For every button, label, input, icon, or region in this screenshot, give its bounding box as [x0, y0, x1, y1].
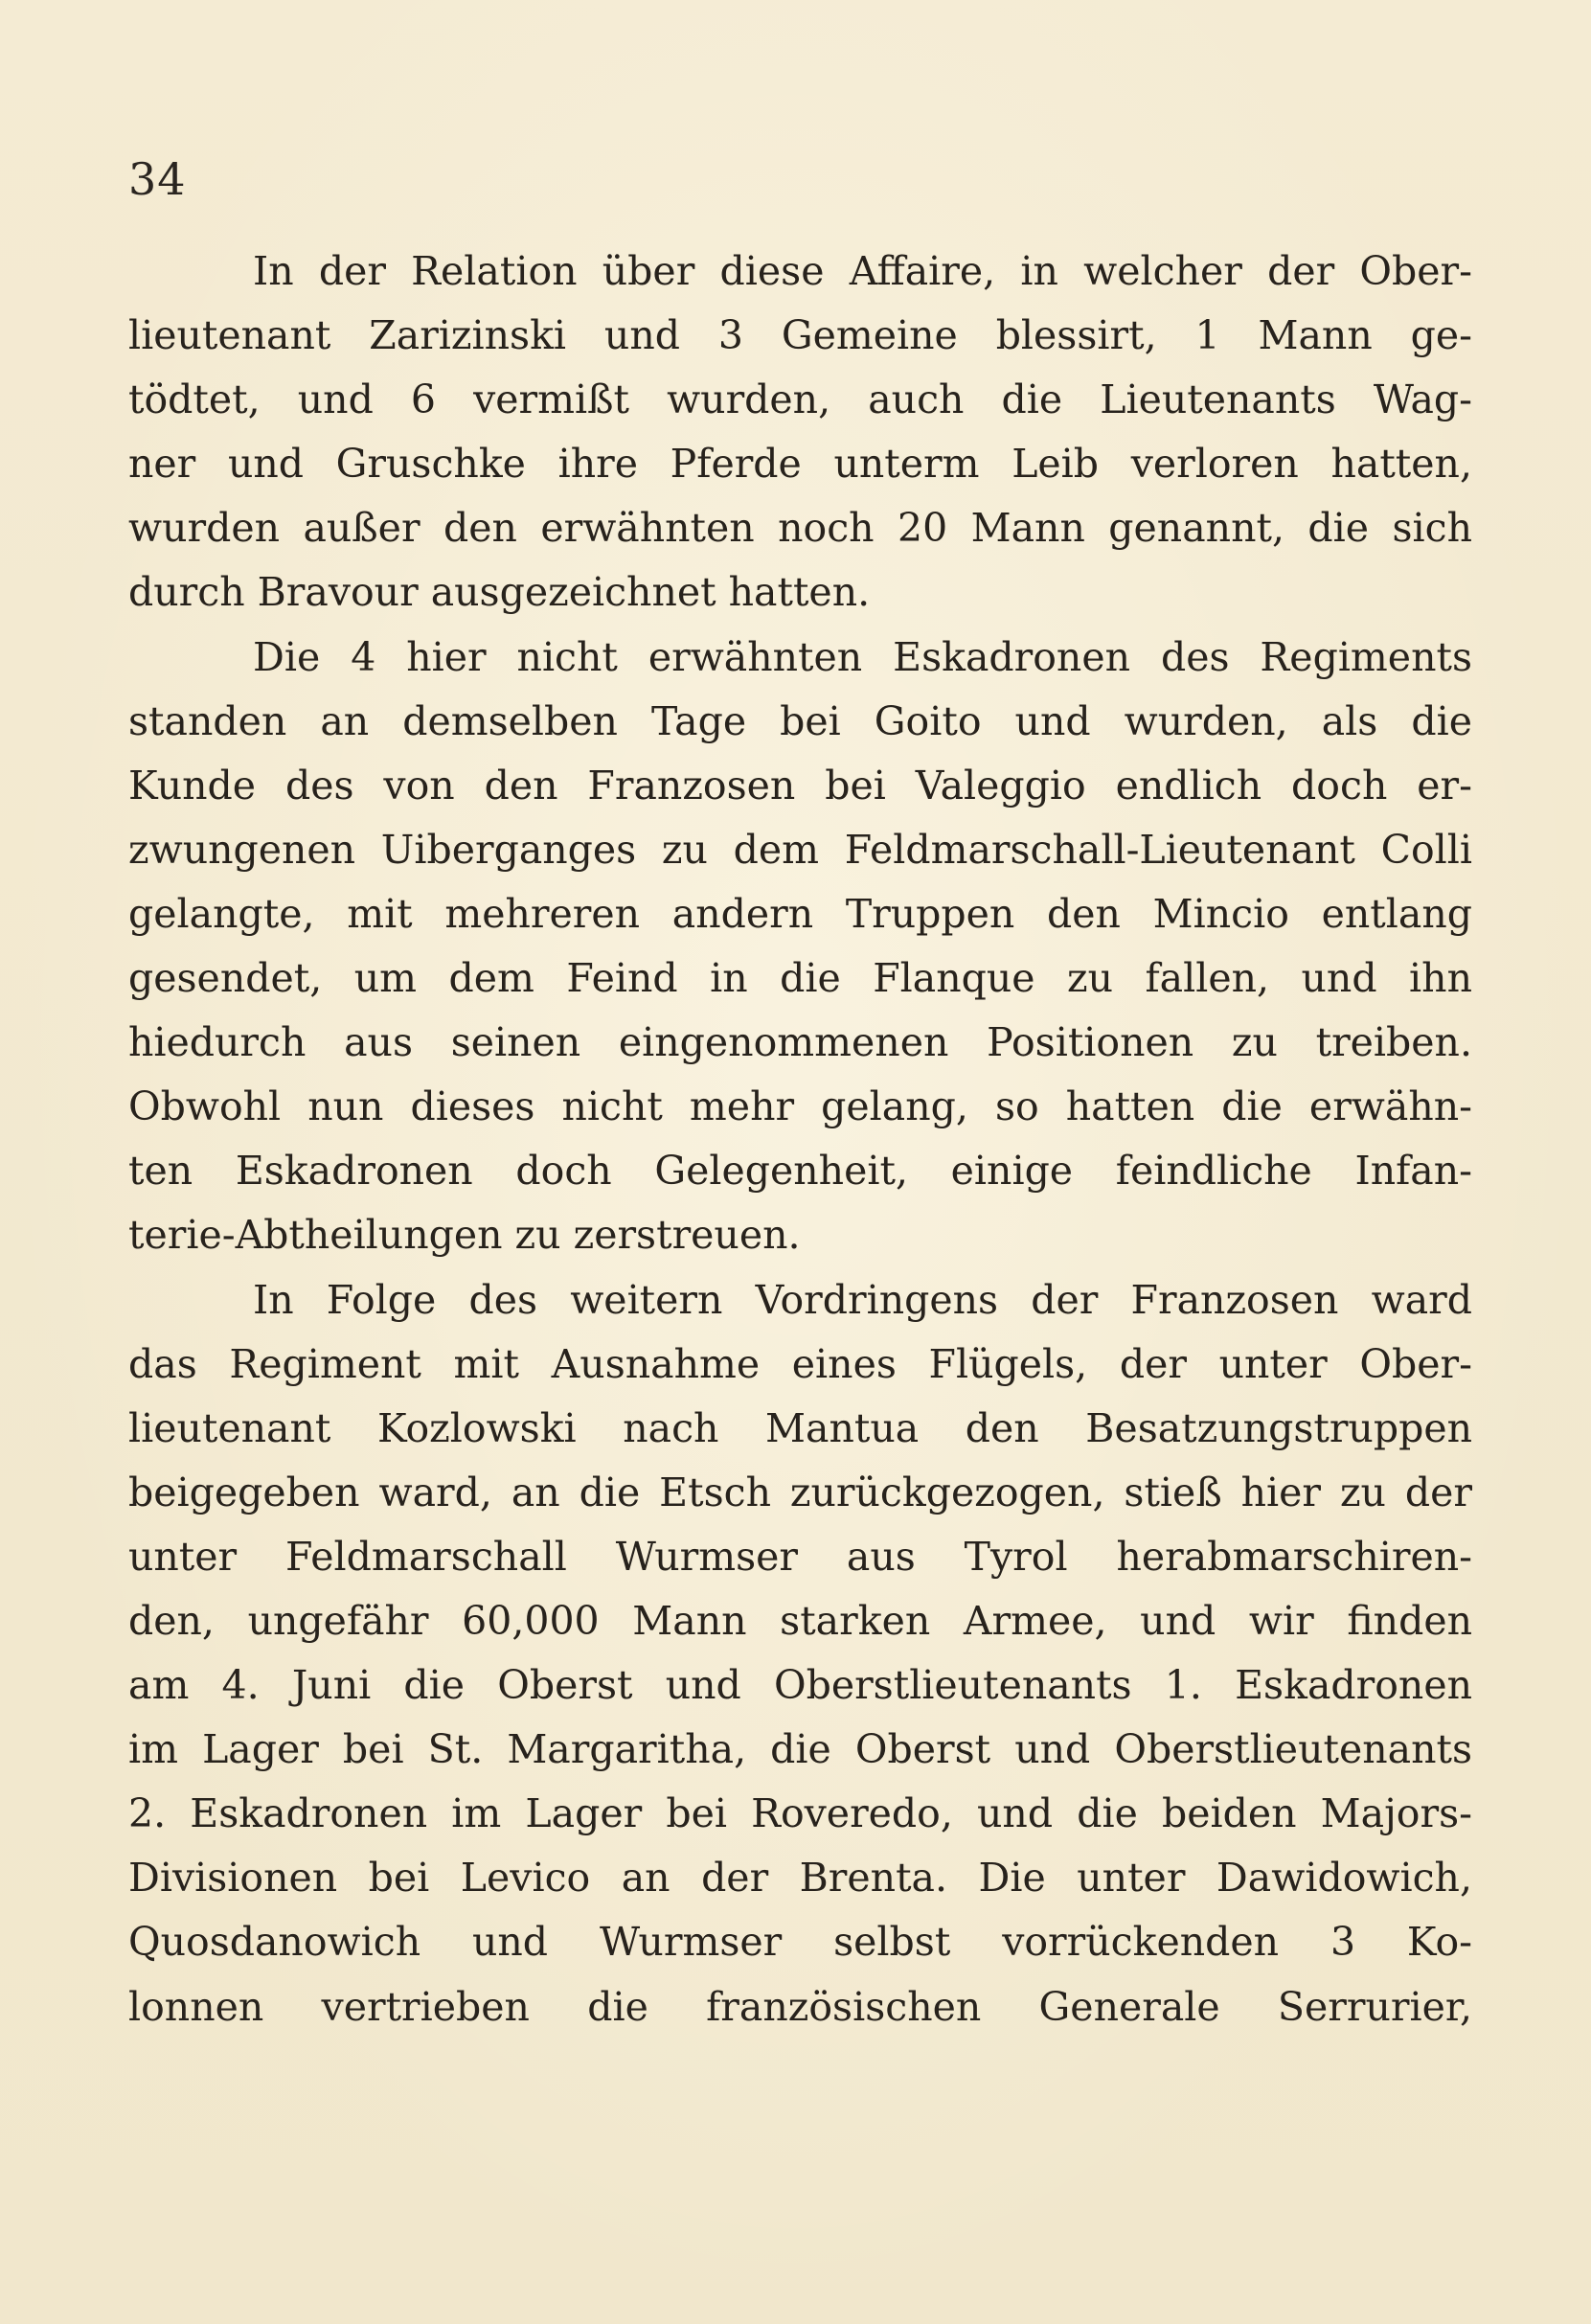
text-line: terie-Abtheilungen zu zerstreuen. [128, 1212, 801, 1259]
text-line: lieutenant Kozlowski nach Mantua den Besatzungstruppen [128, 1404, 1472, 1451]
body-text [128, 239, 1472, 2039]
text-line: tödtet, und 6 vermißt wurden, auch die Lieutenants Wag- [128, 376, 1472, 423]
text-line: zwungenen Uiberganges zu dem Feldmarschall-Lieutenant Colli [128, 826, 1472, 873]
text-line: das Regiment mit Ausnahme eines Flügels, der unter Ober- [128, 1340, 1472, 1387]
text-line: am 4. Juni die Oberst und Oberstlieutenants 1. Eskadronen [128, 1662, 1472, 1709]
text-line: ten Eskadronen doch Gelegenheit, einige feindliche Infan- [128, 1148, 1472, 1195]
text-line: im Lager bei St. Margaritha, die Oberst und Oberstlieutenants [128, 1726, 1472, 1773]
text-line: 2. Eskadronen im Lager bei Roveredo, und die beiden Majors- [128, 1790, 1472, 1837]
text-line: Kunde des von den Franzosen bei Valeggio endlich doch er- [128, 762, 1472, 809]
text-line: ner und Gruschke ihre Pferde unterm Leib verloren hatten, [128, 441, 1472, 488]
text-line: In der Relation über diese Affaire, in welcher der Ober- [253, 248, 1472, 294]
text-line: Die 4 hier nicht erwähnten Eskadronen des Regiments [253, 633, 1472, 680]
text-line: lonnen vertrieben die französischen Generale Serrurier, [128, 1983, 1472, 2030]
text-line: unter Feldmarschall Wurmser aus Tyrol herabmarschiren- [128, 1533, 1472, 1580]
text-line: durch Bravour ausgezeichnet hatten. [128, 569, 871, 616]
text-line: In Folge des weitern Vordringens der Franzosen ward [253, 1276, 1472, 1323]
text-line: hiedurch aus seinen eingenommenen Positionen zu treiben. [128, 1019, 1472, 1066]
text-line: Quosdanowich und Wurmser selbst vorrückenden 3 Ko- [128, 1919, 1472, 1966]
page-number: 34 [128, 153, 187, 205]
text-line: den, ungefähr 60,000 Mann starken Armee, und wir finden [128, 1597, 1472, 1644]
text-line: gelangte, mit mehreren andern Truppen den Mincio entlang [128, 890, 1472, 937]
text-line: Obwohl nun dieses nicht mehr gelang, so hatten die erwähn- [128, 1083, 1472, 1130]
text-line: gesendet, um dem Feind in die Flanque zu fallen, und ihn [128, 955, 1472, 1002]
text-line: standen an demselben Tage bei Goito und wurden, als die [128, 697, 1472, 744]
text-line: lieutenant Zarizinski und 3 Gemeine blessirt, 1 Mann ge- [128, 312, 1472, 359]
text-line: wurden außer den erwähnten noch 20 Mann genannt, die sich [128, 505, 1472, 552]
text-line: beigegeben ward, an die Etsch zurückgezogen, stieß hier zu der [128, 1469, 1472, 1515]
text-line: Divisionen bei Levico an der Brenta. Die unter Dawidowich, [128, 1855, 1472, 1902]
